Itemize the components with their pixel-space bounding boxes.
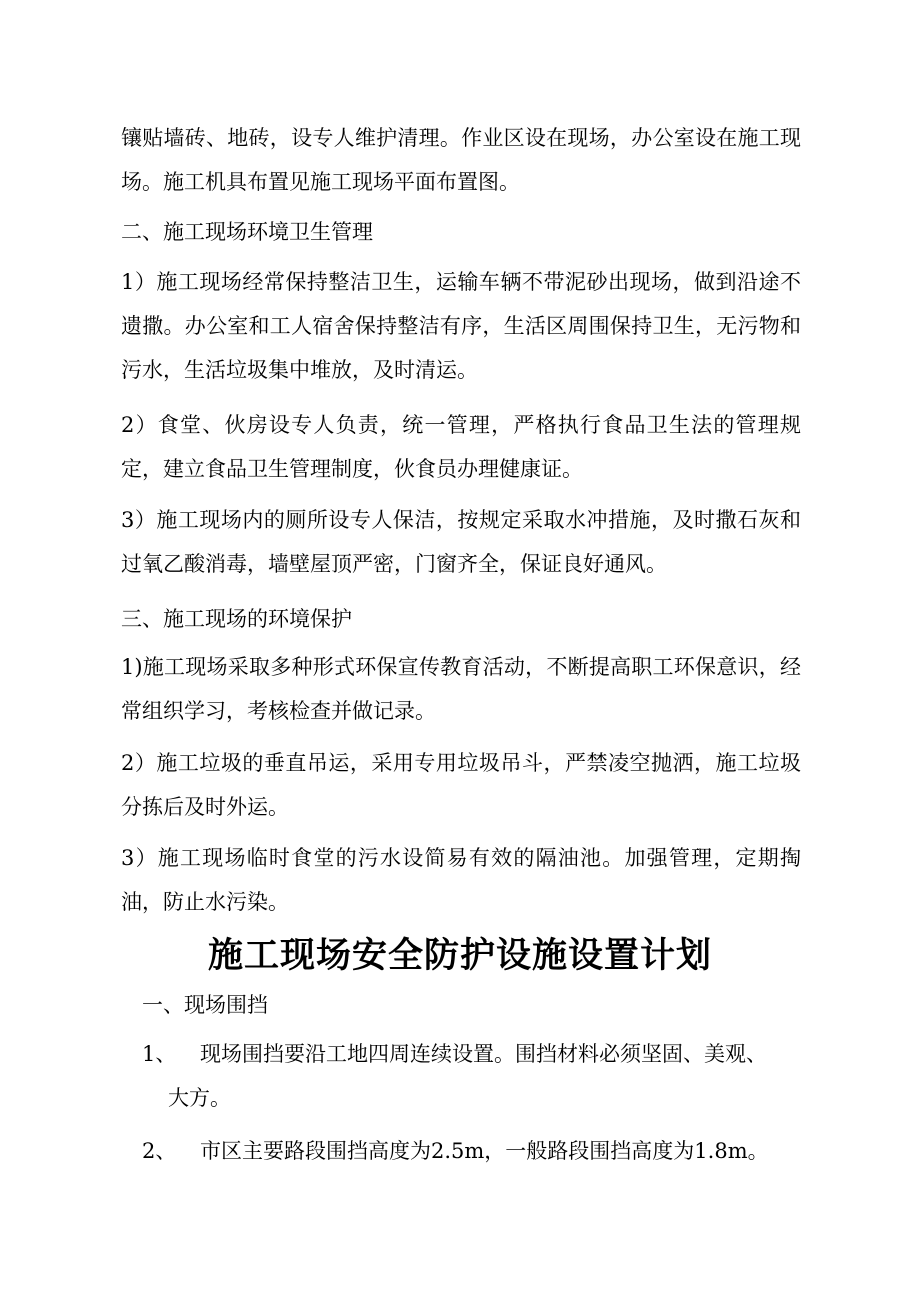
list-item (142, 1129, 802, 1173)
section-2-paragraph-3: 3）施工现场内的厕所设专人保洁，按规定采取水冲措施，及时撒石灰和过氧乙酸消毒，墙壁屋顶严密，门窗齐全，保证良好通风。 (121, 508, 801, 576)
list-item-text: 市区主要路段围挡高度为2.5m，一般路段围挡高度为1.8m。 (200, 1139, 769, 1163)
section-2-paragraph-2: 2）食堂、伙房设专人负责，统一管理，严格执行食品卫生法的管理规定，建立食品卫生管理制度，伙食员办理健康证。 (121, 413, 801, 481)
list-item-text: 现场围挡要沿工地四周连续设置。围挡材料必须坚固、美观、 (200, 1042, 767, 1066)
intro-paragraph: 镶贴墙砖、地砖，设专人维护清理。作业区设在现场，办公室设在施工现场。施工机具布置见施工现场平面布置图。 (121, 126, 801, 194)
section-3-paragraph-1: 1)施工现场采取多种形式环保宣传教育活动，不断提高职工环保意识，经常组织学习，考核检查并做记录。 (121, 655, 801, 723)
plan-title: 施工现场安全防护设施设置计划 (207, 935, 712, 976)
section-3-paragraph-2: 2）施工垃圾的垂直吊运，采用专用垃圾吊斗，严禁凌空抛洒，施工垃圾分拣后及时外运。 (121, 751, 801, 819)
section-3-heading: 三、施工现场的环境保护 (121, 607, 352, 631)
list-item-text-continued: 大方。 (168, 1086, 231, 1110)
plan-sub-heading: 一、现场围挡 (142, 993, 268, 1017)
section-3-paragraph-3: 3）施工现场临时食堂的污水设简易有效的隔油池。加强管理，定期掏油，防止水污染。 (121, 846, 801, 914)
list-item-number: 2、 (142, 1139, 177, 1163)
list-item-number: 1、 (142, 1042, 177, 1066)
list-item (142, 1032, 802, 1120)
section-2-paragraph-1: 1）施工现场经常保持整洁卫生，运输车辆不带泥砂出现场，做到沿途不遗撒。办公室和工人宿舍保持整洁有序，生活区周围保持卫生，无污物和污水，生活垃圾集中堆放，及时清运。 (121, 270, 801, 382)
section-2-heading: 二、施工现场环境卫生管理 (121, 220, 373, 244)
